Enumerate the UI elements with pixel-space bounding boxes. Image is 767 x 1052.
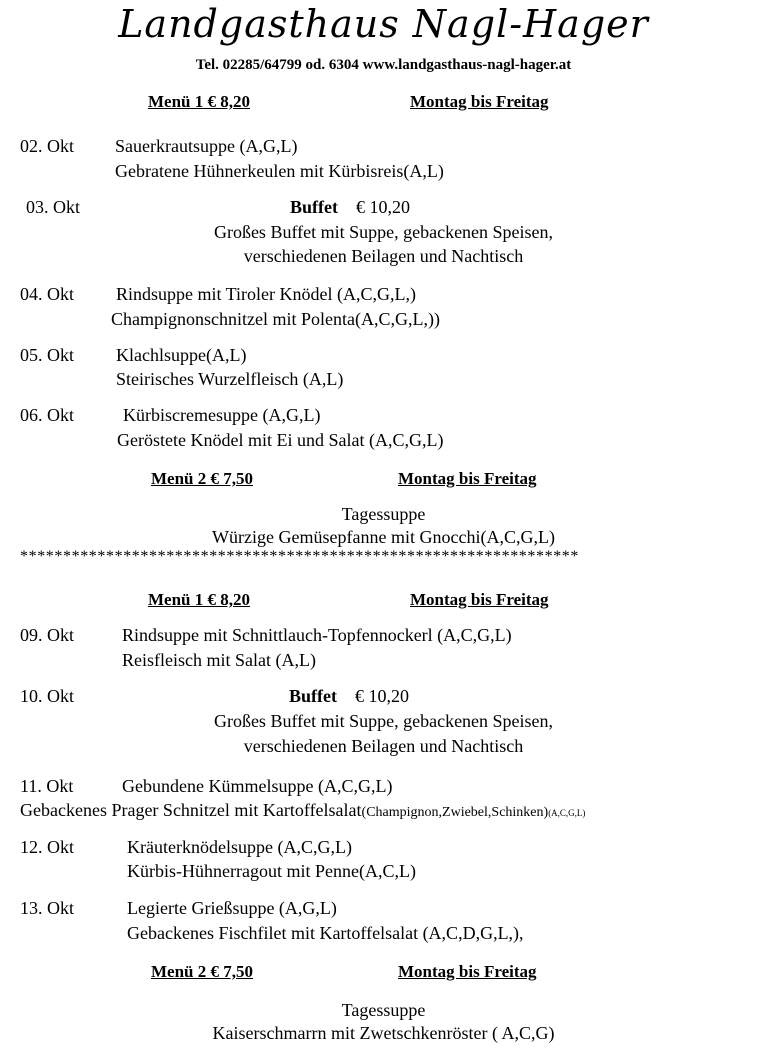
menu1-label: Menü 1 € 8,20 (148, 590, 250, 609)
day-soup: Sauerkrautsuppe (A,G,L) (115, 136, 298, 156)
day-date: 11. Okt (20, 776, 74, 796)
day-soup: Kräuterknödelsuppe (A,C,G,L) (127, 837, 352, 857)
menu2-heading (151, 962, 537, 982)
day-soup: Legierte Grießsuppe (A,G,L) (127, 898, 337, 918)
day-date: 06. Okt (20, 405, 74, 425)
buffet-line: verschiedenen Beilagen und Nachtisch (243, 246, 524, 266)
buffet-heading (289, 686, 409, 707)
menu1-label: Menü 1 € 8,20 (148, 92, 250, 111)
menu2-heading (151, 469, 537, 489)
day-main-text: Gebackenes Prager Schnitzel mit Kartoffelsalat (20, 800, 362, 820)
day-main: Gebackenes Fischfilet mit Kartoffelsalat (A,C,D,G,L,), (127, 923, 524, 943)
buffet-line: Großes Buffet mit Suppe, gebackenen Speisen, (213, 711, 554, 731)
contact-line: Tel. 02285/64799 od. 6304 www.landgasthaus-nagl-hager.at (195, 57, 572, 73)
day-main: Reisfleisch mit Salat (A,L) (122, 650, 316, 670)
menu2-main: Kaiserschmarrn mit Zwetschkenröster ( A,C,G) (212, 1023, 555, 1043)
day-soup: Gebundene Kümmelsuppe (A,C,G,L) (122, 776, 393, 796)
buffet-title: Buffet (289, 686, 337, 706)
day-date: 02. Okt (20, 136, 74, 156)
buffet-price: € 10,20 (356, 197, 410, 217)
day-date: 09. Okt (20, 625, 74, 645)
day-date: 13. Okt (20, 898, 74, 918)
day-date: 03. Okt (26, 197, 80, 217)
week-separator: ***************************************************************** (20, 548, 579, 565)
buffet-line: verschiedenen Beilagen und Nachtisch (243, 736, 524, 756)
buffet-price: € 10,20 (355, 686, 409, 706)
menu2-days: Montag bis Freitag (398, 469, 537, 488)
menu2-main: Würzige Gemüsepfanne mit Gnocchi(A,C,G,L) (212, 527, 555, 547)
day-soup: Klachlsuppe(A,L) (116, 345, 247, 365)
day-main: Steirisches Wurzelfleisch (A,L) (116, 369, 344, 389)
day-soup: Kürbiscremesuppe (A,G,L) (123, 405, 321, 425)
restaurant-title: Landgasthaus Nagl-Hager (118, 2, 649, 46)
day-main: Champignonschnitzel mit Polenta(A,C,G,L,)) (111, 309, 440, 329)
day-main (20, 800, 585, 821)
day-main: Gebratene Hühnerkeulen mit Kürbisreis(A,L) (115, 161, 444, 181)
buffet-heading (290, 197, 410, 218)
day-date: 12. Okt (20, 837, 74, 857)
day-main-detail: (Champignon,Zwiebel,Schinken) (361, 805, 549, 820)
menu2-label: Menü 2 € 7,50 (151, 469, 253, 488)
day-soup: Rindsuppe mit Schnittlauch-Topfennockerl (A,C,G,L) (122, 625, 512, 645)
menu1-days: Montag bis Freitag (410, 590, 549, 609)
menu2-days: Montag bis Freitag (398, 962, 537, 981)
day-main: Geröstete Knödel mit Ei und Salat (A,C,G,L) (117, 430, 444, 450)
menu2-label: Menü 2 € 7,50 (151, 962, 253, 981)
day-date: 10. Okt (20, 686, 74, 706)
day-date: 04. Okt (20, 284, 74, 304)
menu1-heading (148, 92, 549, 112)
day-main: Kürbis-Hühnerragout mit Penne(A,C,L) (127, 861, 416, 881)
day-main-allergens: (A,C,G,L) (548, 808, 586, 818)
menu1-heading (148, 590, 549, 610)
menu1-days: Montag bis Freitag (410, 92, 549, 111)
day-date: 05. Okt (20, 345, 74, 365)
day-soup: Rindsuppe mit Tiroler Knödel (A,C,G,L,) (116, 284, 416, 304)
buffet-line: Großes Buffet mit Suppe, gebackenen Speisen, (213, 222, 554, 242)
buffet-title: Buffet (290, 197, 338, 217)
menu2-soup: Tagessuppe (341, 1000, 426, 1020)
menu2-soup: Tagessuppe (341, 504, 426, 524)
